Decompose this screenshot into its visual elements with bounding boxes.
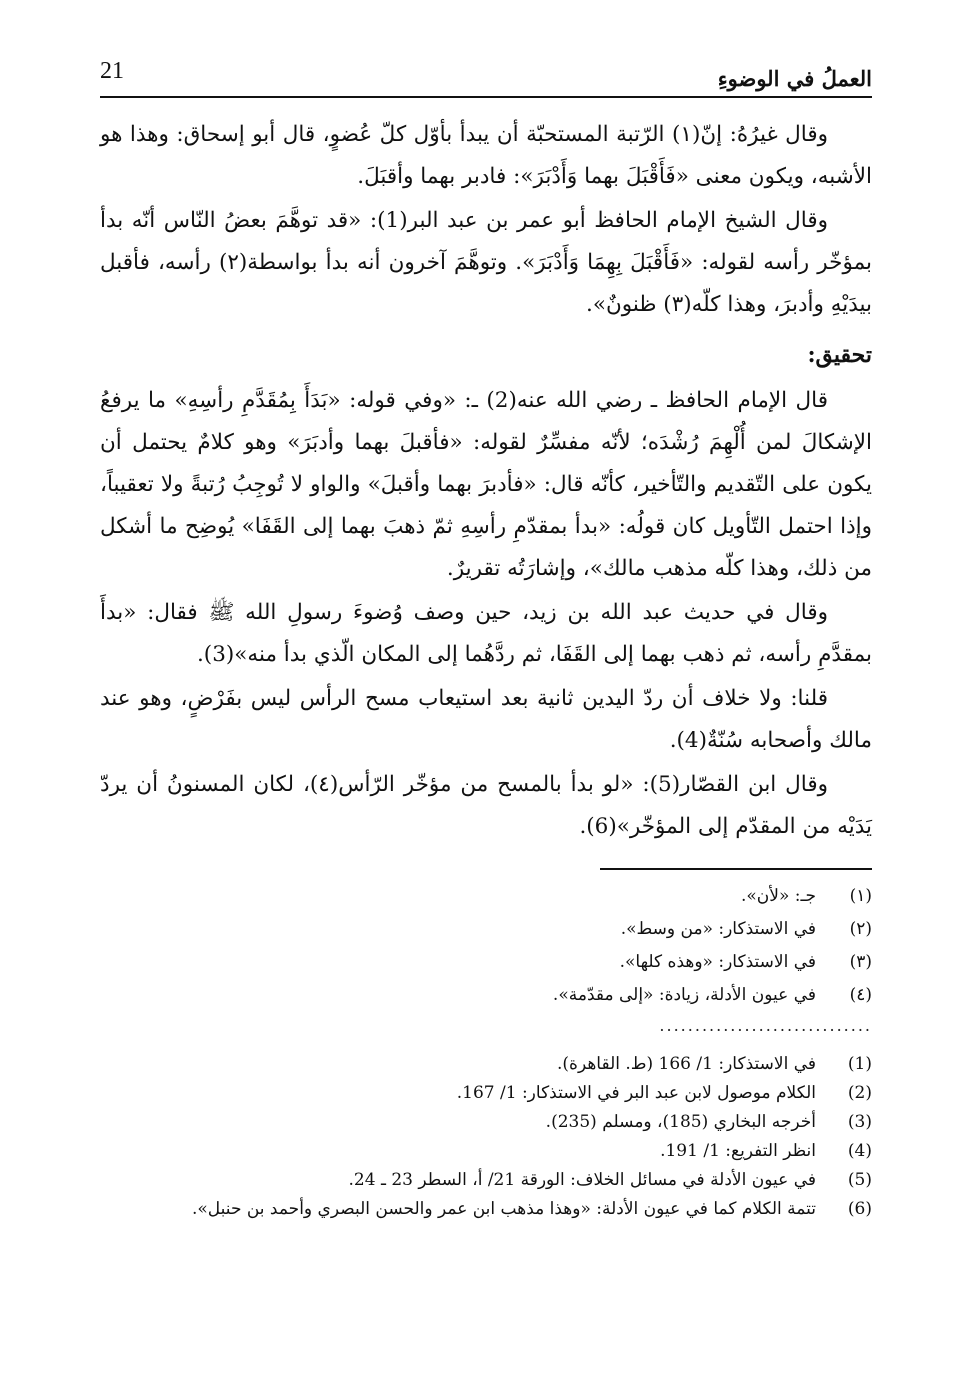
footnote-separator: .............................. [659, 1016, 872, 1035]
footnote-number: (6) [847, 1199, 872, 1219]
footnote-number: (٤) [849, 985, 872, 1005]
footnote-number: (5) [847, 1170, 872, 1190]
footnotes-original [100, 880, 872, 1012]
footnote-row [100, 1050, 872, 1079]
footnote-text: الكلام موصول لابن عبد البر في الاستذكار: 1/ 167. [456, 1083, 816, 1103]
paragraph: وقال في حديث عبد الله بن زيد، حين وصف وُضوءَ رسولِ الله ﷺ فقال: «بدأَ بمقدَّمِ رأسه، ثم ذهب بهما إلى القَفَا، ثم ردَّهُما إلى المكان الّذي بدأ منه»(3). [100, 600, 872, 667]
footnote-number: (3) [847, 1112, 872, 1132]
footnote-number: (2) [847, 1083, 872, 1103]
footnote-row [100, 979, 872, 1012]
footnote-row [100, 1166, 872, 1195]
paragraph: وقال ابن القصّار(5): «لو بدأ بالمسح من مؤخّر الرّأس(٤)، لكان المسنونُ أن يردّ يَدَيْه من المقدّم إلى المؤخّر»(6). [100, 772, 872, 839]
footnote-number: (٢) [849, 919, 872, 939]
footnote-number: (1) [847, 1054, 872, 1074]
footnote-text: في عيون الأدلة في مسائل الخلاف: الورقة 21/ أ، السطر 23 ـ 24. [348, 1170, 816, 1190]
footnote-number: (١) [849, 886, 872, 906]
section-heading: تحقيق: [807, 342, 872, 368]
footnote-number: (٣) [849, 952, 872, 972]
main-text [100, 114, 872, 848]
footnote-text: في الاستذكار: 1/ 166 (ط. القاهرة). [557, 1054, 816, 1074]
footnote-row [100, 913, 872, 946]
footnotes-editor [100, 1050, 872, 1224]
footnote-row [100, 1079, 872, 1108]
footnote-text: في عيون الأدلة، زيادة: «إلى مقدّمة». [552, 985, 816, 1005]
footnote-text: تتمة الكلام كما في عيون الأدلة: «وهذا مذهب ابن عمر والحسن البصري وأحمد بن حنبل». [192, 1199, 816, 1219]
paragraph: قال الإمام الحافظ ـ رضي الله عنه(2) ـ: «وفي قوله: «بَدَأَ بِمُقَدَّمِ رأسِهِ» ما يرفعُ الإشكالَ لمن أُلْهِمَ رُشْدَه؛ لأنّه مفسِّرٌ لقوله: «فأقبلَ بهما وأدبَرَ» وهو كلامٌ يحتمل أن يكون على التّقديم والتّأخير، كأنّه قال: «فأدبرَ بهما وأقبلَ» والواو لا تُوجِبُ رُتبةً ولا تعقيباً، وإذا احتمل التّأويل كان قولُه: «بدأ بمقدّمِ رأسِهِ ثمّ ذهبَ بهما إلى القَفَا» يُوضِح ما أشكل من ذلك، وهذا كلّه مذهب مالك»، وإشارَتُه تقريرٌ. [100, 388, 872, 581]
footnote-text: انظر التفريع: 1/ 191. [660, 1141, 816, 1161]
footnote-text: في الاستذكار: «وهذه كلها». [619, 952, 816, 972]
footnote-text: في الاستذكار: «من وسط». [620, 919, 816, 939]
running-title: العملُ في الوضوءِ [717, 66, 872, 91]
page-number: 21 [100, 58, 124, 84]
footnote-text: جـ: «لأن». [740, 886, 816, 906]
footnote-row [100, 1108, 872, 1137]
footnote-row [100, 880, 872, 913]
footnote-row [100, 1137, 872, 1166]
paragraph: وقال الشيخ الإمام الحافظ أبو عمر بن عبد البر(1): «قد توهَّمَ بعضُ النّاس أنّه بدأ بمؤخّر رأسه لقوله: «فَأَقْبَلَ بِهِمَا وَأَدْبَرَ». وتوهَّمَ آخرون أنه بدأ بواسطة(٢) رأسه، فأقبل بيدَيْهِ وأدبرَ، وهذا كلّه(٣) ظنونٌ». [100, 208, 872, 317]
paragraph: قلنا: ولا خلاف أن ردّ اليدين ثانية بعد استيعاب مسح الرأس ليس بفَرْضٍ، وهو عند مالك وأصحابه سُنّةٌ(4). [100, 686, 872, 753]
page-header [100, 52, 872, 98]
footnote-number: (4) [847, 1141, 872, 1161]
footnote-row [100, 1195, 872, 1224]
footnote-rule [600, 868, 872, 870]
footnote-row [100, 946, 872, 979]
paragraph: وقال غيرُهُ: إنّ(١) الرّتبة المستحبّة أن يبدأ بأوّل كلّ عُضوٍ، قال أبو إسحاق: وهذا هو الأشبه، ويكون معنى «فَأَقْبَلَ بهما وَأَدْبَرَ»: فادبر بهما وأقبَلَ. [100, 122, 872, 189]
footnote-text: أخرجه البخاري (185)، ومسلم (235). [545, 1112, 816, 1132]
